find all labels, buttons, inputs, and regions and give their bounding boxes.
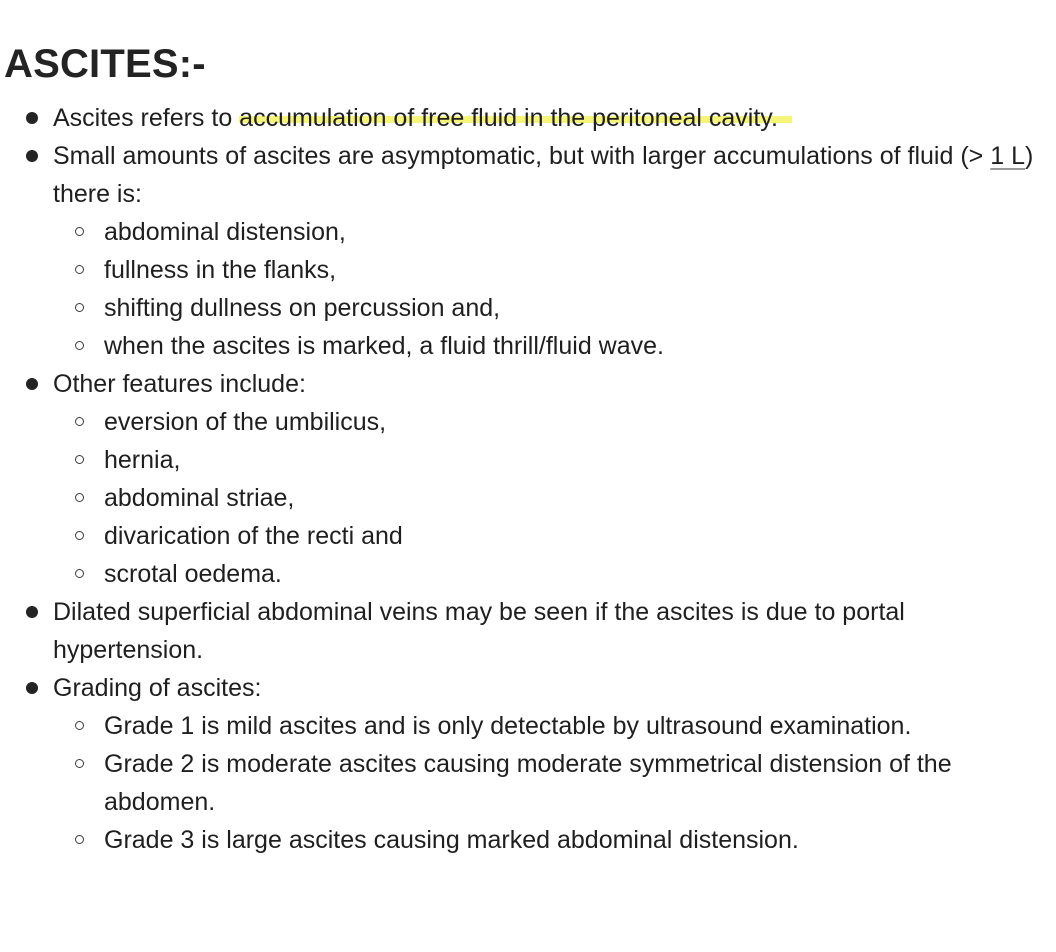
bullet-circle-icon (75, 835, 84, 844)
sub-item-text: abdominal distension, (104, 218, 346, 246)
bullet-circle-icon (75, 227, 84, 236)
bullet-dot-icon (26, 378, 38, 390)
bullet-dot-icon (26, 112, 38, 124)
sub-item-text: scrotal oedema. (104, 560, 282, 588)
bullet-circle-icon (75, 531, 84, 540)
item-text: Grading of ascites: (53, 674, 262, 702)
bullet-circle-icon (75, 455, 84, 464)
bullet-dot-icon (26, 150, 38, 162)
list-item (0, 365, 1056, 593)
note-title: ASCITES:- (4, 42, 206, 86)
bullet-circle-icon (75, 417, 84, 426)
item-text: Other features include: (53, 370, 306, 398)
bullet-list (0, 99, 1056, 859)
sub-item-text: Grade 1 is mild ascites and is only detectable by ultrasound examination. (104, 712, 912, 740)
sub-list-item (53, 821, 1036, 859)
bullet-dot-icon (26, 606, 38, 618)
sub-list-item (53, 327, 1036, 365)
sub-list-item (53, 517, 1036, 555)
sub-list (53, 707, 1036, 859)
sub-item-text: hernia, (104, 446, 181, 474)
sub-list-item (53, 479, 1036, 517)
underlined-text: 1 L (990, 142, 1025, 170)
item-text: ) there is: (53, 142, 1034, 208)
sub-list-item (53, 555, 1036, 593)
highlighted-text: accumulation of free fluid in the peritoneal cavity. (239, 104, 792, 132)
bullet-circle-icon (75, 721, 84, 730)
sub-list-item (53, 707, 1036, 745)
item-text: Small amounts of ascites are asymptomatic, but with larger accumulations of fluid (> (53, 142, 984, 170)
sub-item-text: when the ascites is marked, a fluid thrill/fluid wave. (104, 332, 664, 360)
item-text: Ascites refers to (53, 104, 240, 132)
list-item (0, 137, 1056, 365)
sub-item-text: fullness in the flanks, (104, 256, 337, 284)
sub-item-text: shifting dullness on percussion and, (104, 294, 501, 322)
bullet-circle-icon (75, 569, 84, 578)
bullet-circle-icon (75, 341, 84, 350)
sub-item-text: eversion of the umbilicus, (104, 408, 387, 436)
bullet-dot-icon (26, 682, 38, 694)
sub-list-item (53, 251, 1036, 289)
bullet-circle-icon (75, 303, 84, 312)
sub-item-text: Grade 3 is large ascites causing marked abdominal distension. (104, 826, 799, 854)
sub-list (53, 213, 1036, 365)
sub-list-item (53, 289, 1036, 327)
sub-item-text: divarication of the recti and (104, 522, 403, 550)
list-item (0, 99, 1056, 137)
sub-list-item (53, 213, 1036, 251)
list-item (0, 593, 1056, 669)
list-item (0, 669, 1056, 859)
bullet-circle-icon (75, 265, 84, 274)
sub-list-item (53, 403, 1036, 441)
sub-list-item (53, 441, 1036, 479)
sub-list-item (53, 745, 1036, 821)
bullet-circle-icon (75, 493, 84, 502)
sub-item-text: abdominal striae, (104, 484, 295, 512)
bullet-circle-icon (75, 759, 84, 768)
sub-list (53, 403, 1036, 593)
sub-item-text: Grade 2 is moderate ascites causing moderate symmetrical distension of the abdomen. (104, 750, 952, 816)
item-text: Dilated superficial abdominal veins may be seen if the ascites is due to portal hypertension. (53, 598, 905, 664)
